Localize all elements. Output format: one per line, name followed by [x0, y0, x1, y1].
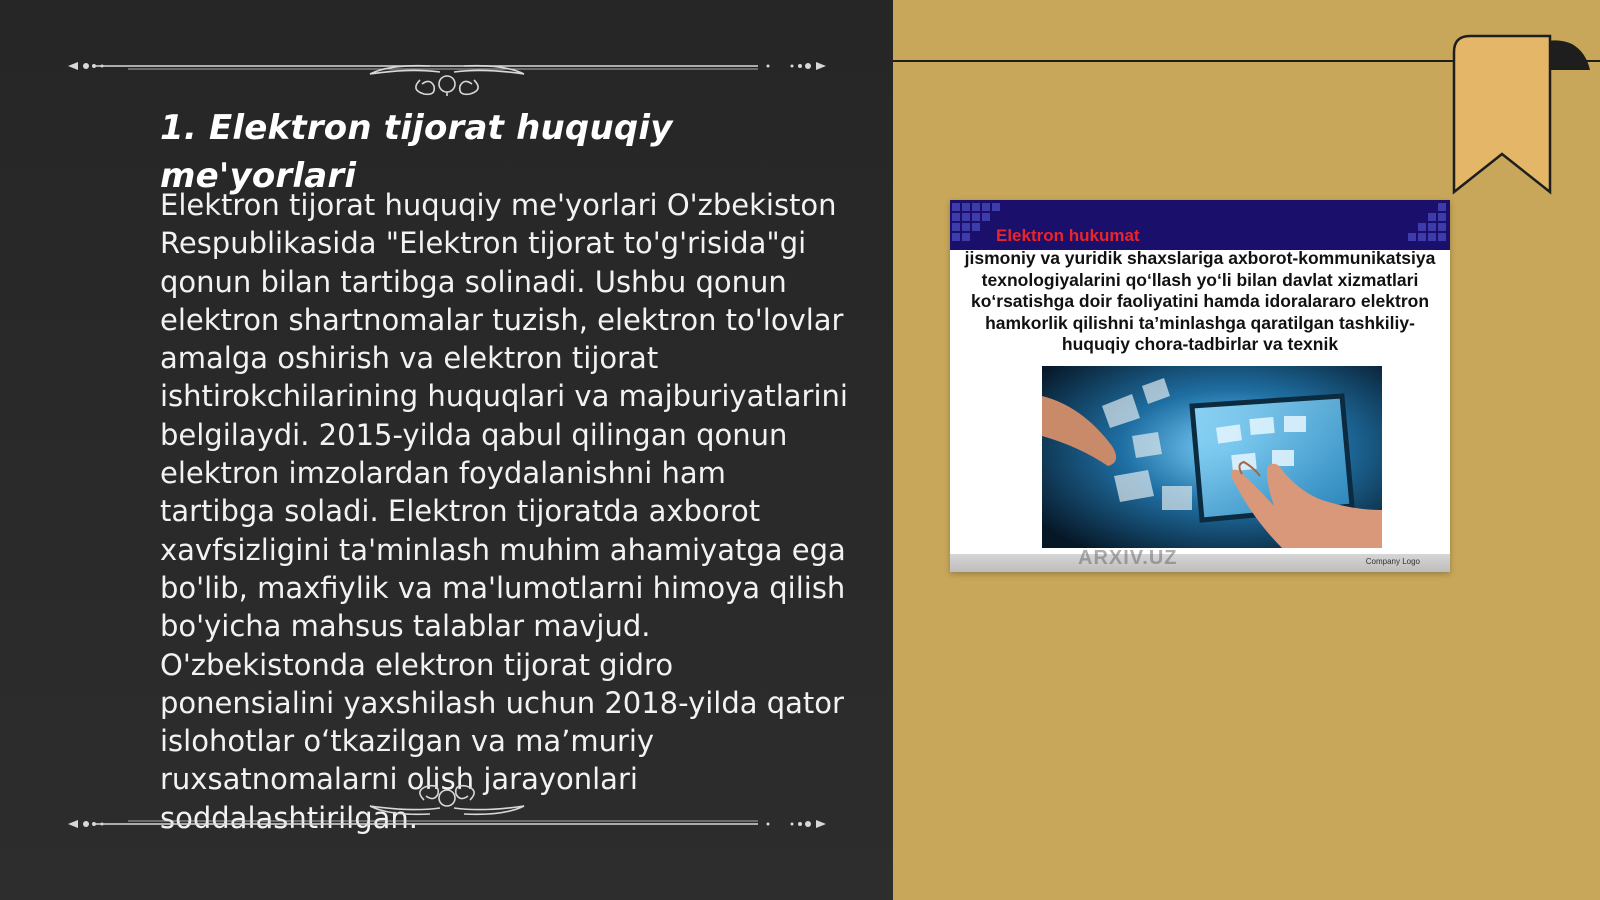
embedded-slide-footer: [950, 554, 1450, 572]
embedded-slide-text: jismoniy va yuridik shaxslariga axborot-kommunikatsiya texnologiyalarini qo‘llash yo‘li bilan davlat xizmatlari ko‘rsatishga doir faoliyatini hamda idoralararo elektron hamkorlik qilishni ta’minlashga qaratilgan tashkiliy-huquqiy chora-tadbirlar va texnik: [964, 248, 1436, 355]
slide-body-text: Elektron tijorat huquqiy me'yorlari O'zbekiston Respublikasida "Elektron tijorat to'g'risida"gi qonun bilan tartibga solinadi. Ushbu qonun elektron shartnomalar tuzish, elektron to'lovlar amalga oshirish va elektron tijorat ishtirokchilarining huquqlari va majburiyatlarini belgilaydi. 2015-yilda qabul qilingan qonun elektron imzolardan foydalanishni ham tartibga soladi. Elektron tijoratda axborot xavfsizligini ta'minlash muhim ahamiyatga ega bo'lib, maxfiylik va ma'lumotlarni himoya qilish bo'yicha mahsus talablar mavjud. O'zbekistonda elektron tijorat gidro ponensialini yaxshilash uchun 2018-yilda qator islohotlar o‘tkazilgan va ma’muriy ruxsatnomalarni olish jarayonlari soddalashtirilgan.: [160, 188, 848, 835]
hands-laptop-photo-icon: [1042, 366, 1382, 548]
slide-header-bar: [950, 200, 1450, 250]
ornament-divider-bottom-icon: [68, 784, 826, 834]
embedded-slide-title: Elektron hukumat: [996, 226, 1140, 245]
bookmark-ribbon-icon: [1432, 34, 1592, 204]
slide-title: 1. Elektron tijorat huquqiy me'yorlari: [160, 108, 673, 196]
watermark-text: ARXIV.UZ: [1078, 547, 1178, 569]
embedded-slide-image: [950, 200, 1450, 572]
company-logo-text: Company Logo: [1365, 557, 1420, 566]
ornament-divider-top-icon: [68, 46, 826, 96]
